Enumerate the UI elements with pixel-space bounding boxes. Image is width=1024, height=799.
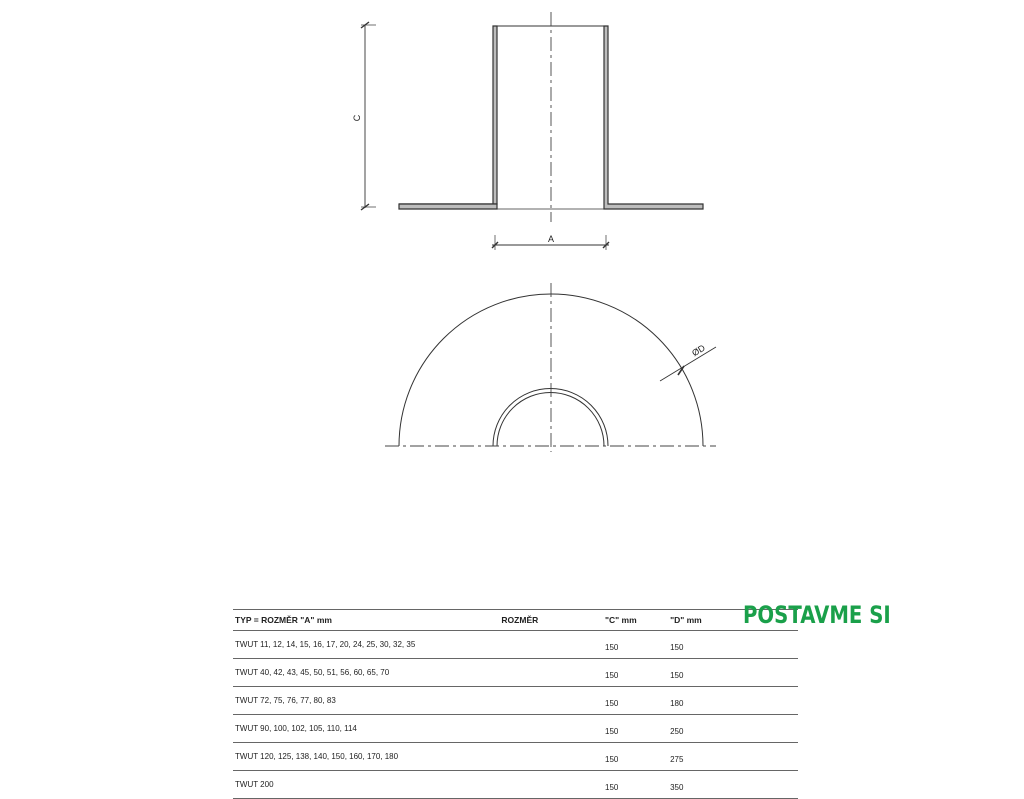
cell-size — [499, 659, 596, 687]
side-section-view — [352, 12, 703, 250]
cell-size — [499, 771, 596, 799]
cell-d: 250 — [660, 715, 798, 743]
cell-c: 150 — [596, 687, 660, 715]
cell-type: TWUT 11, 12, 14, 15, 16, 17, 20, 24, 25, 30, 32, 35 — [233, 631, 499, 659]
cell-d: 150 — [660, 631, 798, 659]
brand-logo: POSTAVME SI — [743, 601, 891, 629]
flange-left-plate — [399, 204, 497, 209]
header-type: TYP = ROZMĚR "A" mm — [233, 610, 499, 631]
flange-pipe-profile-right — [604, 26, 703, 209]
dimension-table — [233, 609, 798, 799]
plan-half-view — [385, 283, 716, 452]
cell-size — [499, 715, 596, 743]
flange-pipe-profile — [399, 26, 497, 204]
dimension-a-label: A — [547, 234, 555, 244]
header-c: "C" mm — [596, 610, 660, 631]
cell-c: 150 — [596, 659, 660, 687]
dimension-d-leader — [660, 347, 716, 381]
cell-type: TWUT 200 — [233, 771, 499, 799]
cell-size — [499, 631, 596, 659]
dimension-c-label: C — [352, 114, 362, 122]
table-row — [233, 687, 798, 715]
cell-type: TWUT 72, 75, 76, 77, 80, 83 — [233, 687, 499, 715]
table-row — [233, 715, 798, 743]
header-d: "D" mm — [660, 610, 798, 631]
table-row — [233, 743, 798, 771]
pipe-outer-arc — [493, 388, 608, 446]
cell-d: 275 — [660, 743, 798, 771]
cell-c: 150 — [596, 771, 660, 799]
header-size: ROZMĚR — [499, 610, 596, 631]
table-row — [233, 659, 798, 687]
table-row — [233, 631, 798, 659]
dimension-d-label: ØD — [690, 342, 707, 359]
cell-d: 350 — [660, 771, 798, 799]
table-header-row — [233, 610, 798, 631]
cell-c: 150 — [596, 631, 660, 659]
cell-c: 150 — [596, 743, 660, 771]
cell-type: TWUT 90, 100, 102, 105, 110, 114 — [233, 715, 499, 743]
cell-type: TWUT 120, 125, 138, 140, 150, 160, 170, 180 — [233, 743, 499, 771]
table-row — [233, 771, 798, 799]
cell-c: 150 — [596, 715, 660, 743]
cell-type: TWUT 40, 42, 43, 45, 50, 51, 56, 60, 65, 70 — [233, 659, 499, 687]
cell-size — [499, 743, 596, 771]
pipe-inner-arc — [497, 393, 604, 447]
cell-size — [499, 687, 596, 715]
cell-d: 150 — [660, 659, 798, 687]
cell-d: 180 — [660, 687, 798, 715]
